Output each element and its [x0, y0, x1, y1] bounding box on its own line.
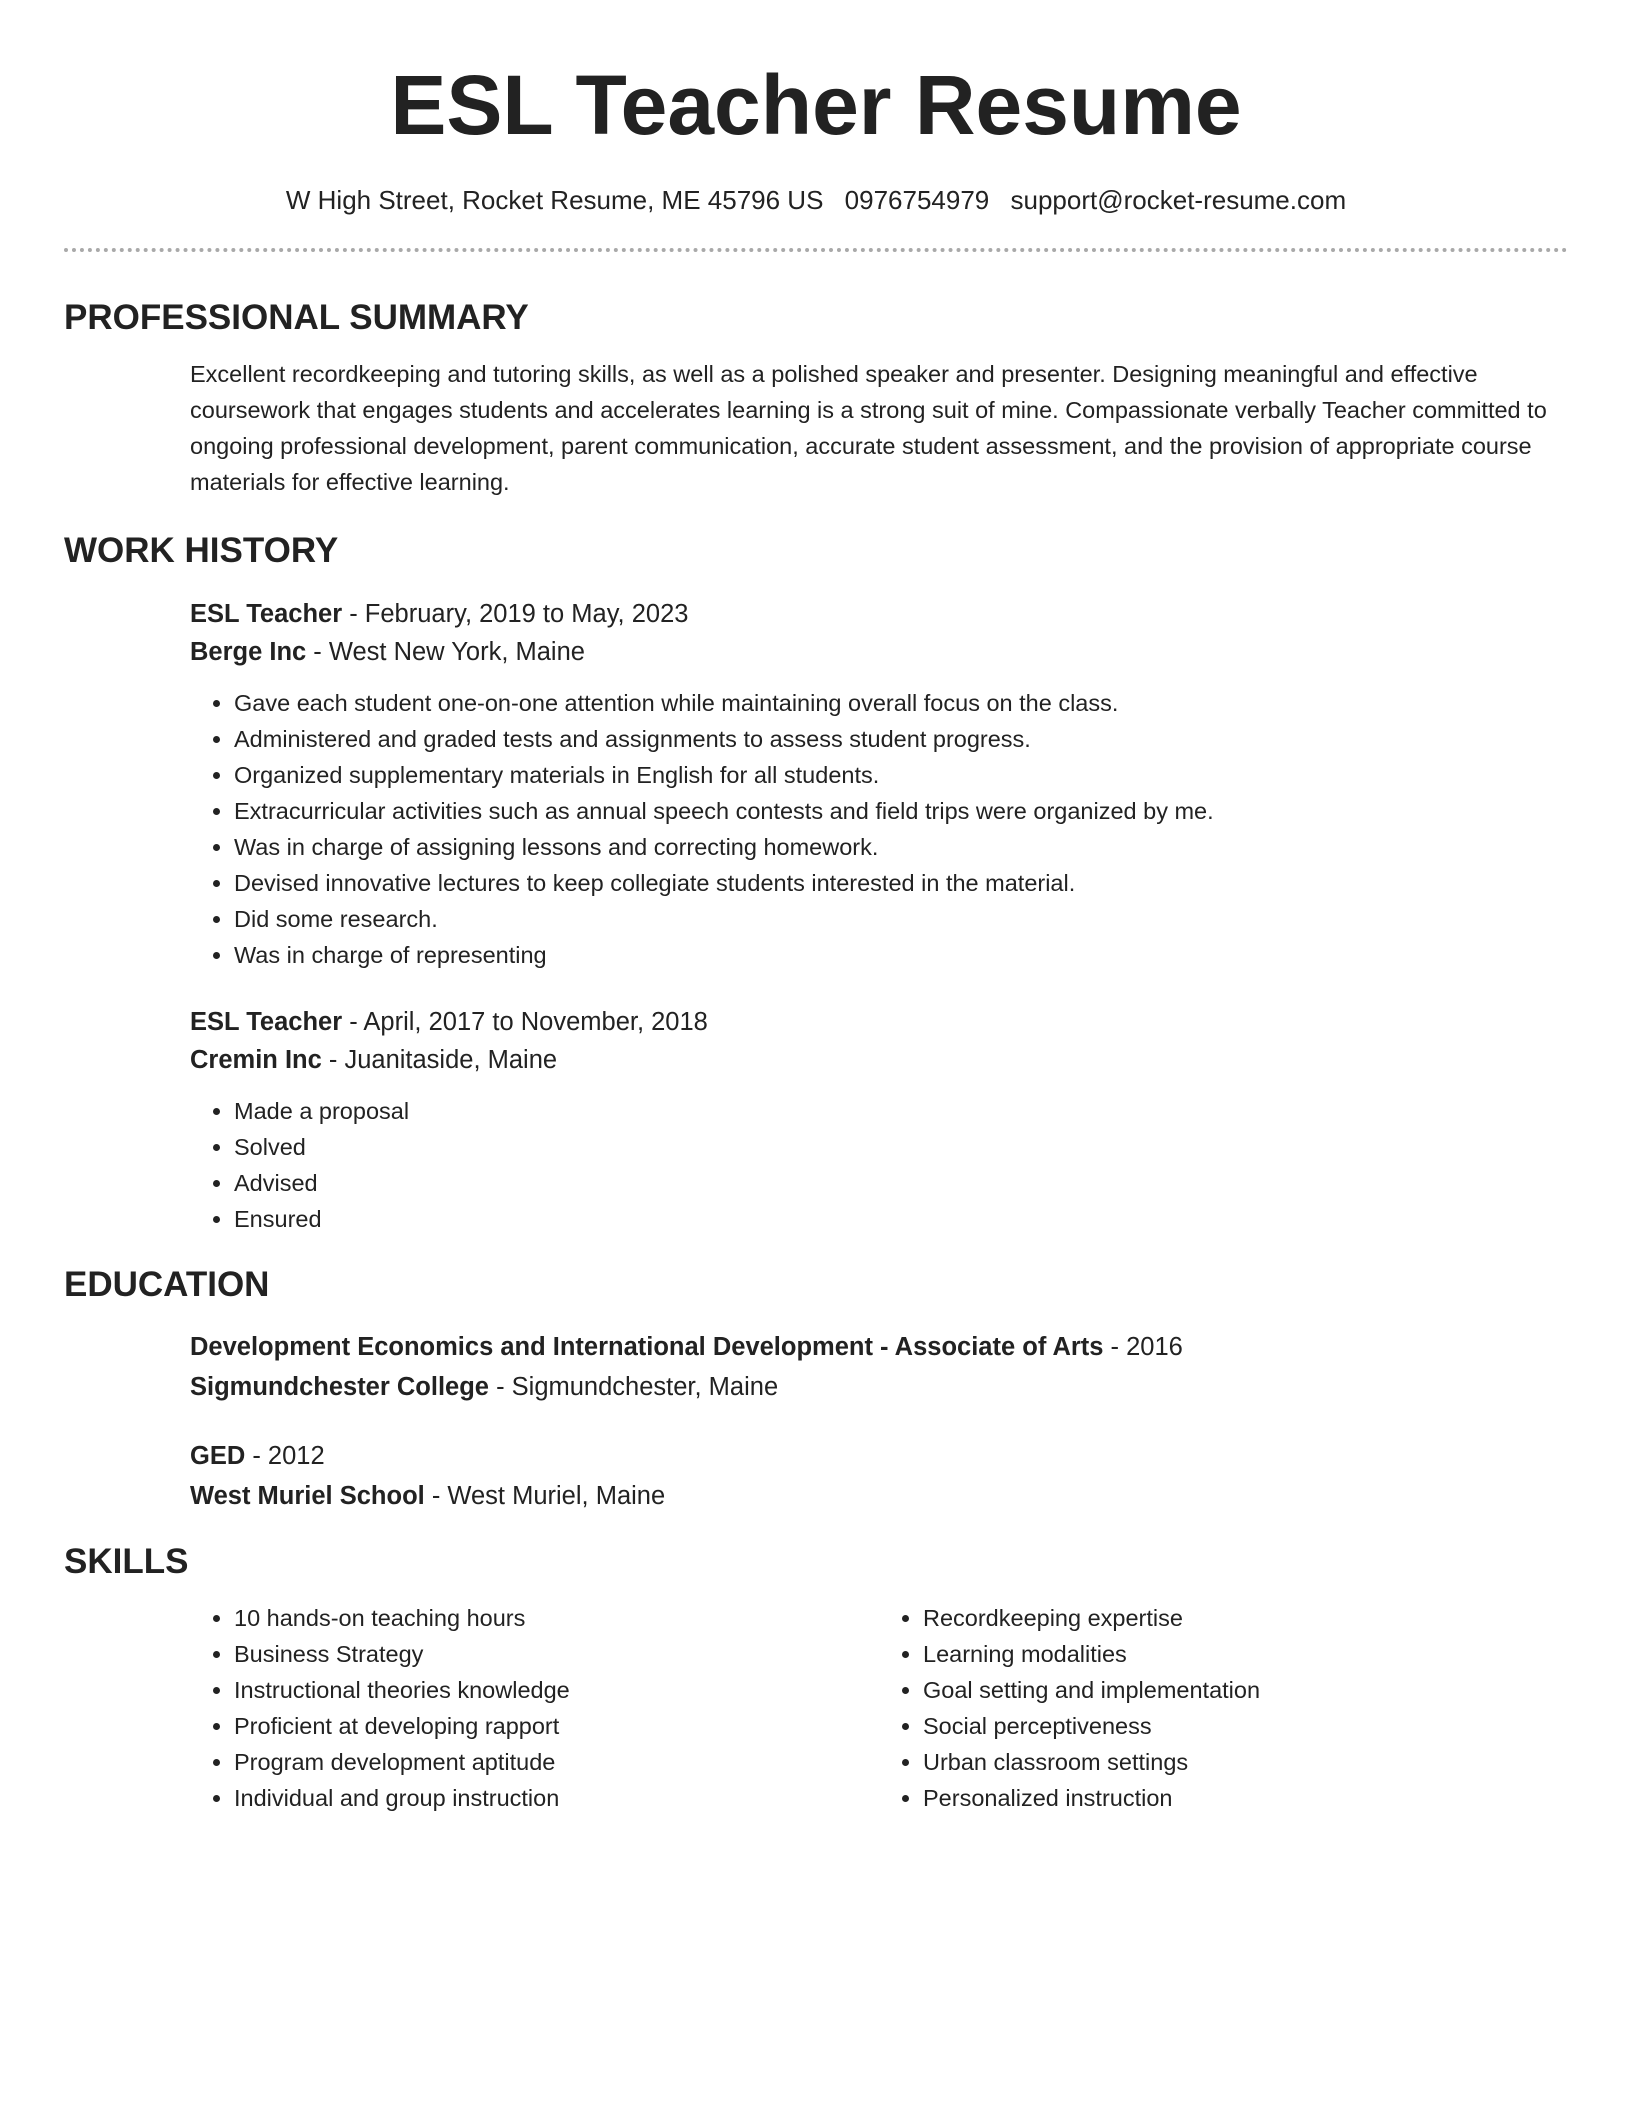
- job-dates: - April, 2017 to November, 2018: [342, 1008, 708, 1036]
- education-school: Sigmundchester College: [190, 1373, 489, 1401]
- job-bullet: • Did some research.: [234, 901, 1568, 937]
- job-title: ESL Teacher: [190, 1008, 343, 1036]
- summary-content: [190, 356, 1568, 500]
- education-location: - Sigmundchester, Maine: [488, 1373, 779, 1401]
- work-section: [64, 529, 1568, 1237]
- skill-item: • 10 hands-on teaching hours: [234, 1600, 879, 1636]
- skills-column-left: [190, 1600, 879, 1816]
- job-bullet: • Was in charge of representing: [234, 937, 1568, 973]
- skill-item: • Proficient at developing rapport: [234, 1708, 879, 1744]
- contact-phone: 0976754979: [844, 185, 990, 215]
- skill-item: • Goal setting and implementation: [923, 1672, 1568, 1708]
- job-company-line: [190, 633, 1568, 671]
- education-section: [64, 1263, 1568, 1516]
- skill-item: • Business Strategy: [234, 1636, 879, 1672]
- job-bullet: • Solved: [234, 1129, 1568, 1165]
- education-school-line: [190, 1367, 1568, 1407]
- job-bullet: • Was in charge of assigning lessons and correcting homework.: [234, 829, 1568, 865]
- skill-item: • Individual and group instruction: [234, 1780, 879, 1816]
- skill-item: • Recordkeeping expertise: [923, 1600, 1568, 1636]
- job-bullet: • Gave each student one-on-one attention while maintaining overall focus on the class.: [234, 685, 1568, 721]
- job-entry: [190, 595, 1568, 973]
- education-entry: [190, 1436, 1568, 1516]
- job-entry: [190, 1003, 1568, 1237]
- job-bullet: • Made a proposal: [234, 1093, 1568, 1129]
- education-year: - 2016: [1103, 1333, 1183, 1361]
- job-company: Cremin Inc: [190, 1046, 322, 1074]
- education-degree-line: [190, 1327, 1568, 1367]
- education-entry: [190, 1327, 1568, 1407]
- job-bullet: • Devised innovative lectures to keep collegiate students interested in the material.: [234, 865, 1568, 901]
- job-location: - Juanitaside, Maine: [321, 1046, 558, 1074]
- education-location: - West Muriel, Maine: [424, 1482, 666, 1510]
- skill-item: • Instructional theories knowledge: [234, 1672, 879, 1708]
- education-year: - 2012: [245, 1442, 325, 1470]
- job-company: Berge Inc: [190, 638, 307, 666]
- education-school: West Muriel School: [190, 1482, 425, 1510]
- job-bullet: • Organized supplementary materials in English for all students.: [234, 757, 1568, 793]
- contact-email: support@rocket-resume.com: [1010, 185, 1347, 215]
- summary-text: Excellent recordkeeping and tutoring skills, as well as a polished speaker and presenter. Designing meaningful and effective coursework that engages students and accelerates learning is a strong suit of mine. Compassionate verbally Teacher committed to ongoing professional development, parent communication, accurate student assessment, and the provision of appropriate course materials for effective learning.: [190, 361, 1547, 495]
- job-company-line: [190, 1041, 1568, 1079]
- job-title: ESL Teacher: [190, 600, 343, 628]
- job-title-line: [190, 595, 1568, 633]
- job-bullets: [190, 685, 1568, 973]
- skills-section: [64, 1540, 1568, 1816]
- education-degree: GED: [190, 1442, 246, 1470]
- job-bullet: • Administered and graded tests and assignments to assess student progress.: [234, 721, 1568, 757]
- job-title-line: [190, 1003, 1568, 1041]
- skill-item: • Personalized instruction: [923, 1780, 1568, 1816]
- job-dates: - February, 2019 to May, 2023: [342, 600, 689, 628]
- job-location: - West New York, Maine: [306, 638, 585, 666]
- skill-item: • Urban classroom settings: [923, 1744, 1568, 1780]
- education-degree: Development Economics and International Development - Associate of Arts: [190, 1333, 1104, 1361]
- skills-grid: [190, 1584, 1568, 1816]
- summary-heading: PROFESSIONAL SUMMARY: [64, 298, 529, 337]
- education-heading: EDUCATION: [64, 1265, 270, 1304]
- skill-item: • Learning modalities: [923, 1636, 1568, 1672]
- contact-line: [64, 183, 1568, 217]
- work-heading: WORK HISTORY: [64, 531, 339, 570]
- job-bullet: • Advised: [234, 1165, 1568, 1201]
- skill-item: • Program development aptitude: [234, 1744, 879, 1780]
- education-school-line: [190, 1476, 1568, 1516]
- resume-title: ESL Teacher Resume: [390, 58, 1242, 152]
- education-content: [190, 1327, 1568, 1516]
- job-bullets: [190, 1093, 1568, 1237]
- summary-section: [64, 296, 1568, 500]
- skills-heading: SKILLS: [64, 1542, 189, 1581]
- skills-column-right: [879, 1600, 1568, 1816]
- header-divider: [64, 248, 1568, 252]
- job-bullet: • Ensured: [234, 1201, 1568, 1237]
- work-content: [190, 595, 1568, 1237]
- skill-item: • Social perceptiveness: [923, 1708, 1568, 1744]
- education-degree-line: [190, 1436, 1568, 1476]
- job-bullet: • Extracurricular activities such as annual speech contests and field trips were organized by me.: [234, 793, 1568, 829]
- contact-address: W High Street, Rocket Resume, ME 45796 US: [285, 185, 824, 215]
